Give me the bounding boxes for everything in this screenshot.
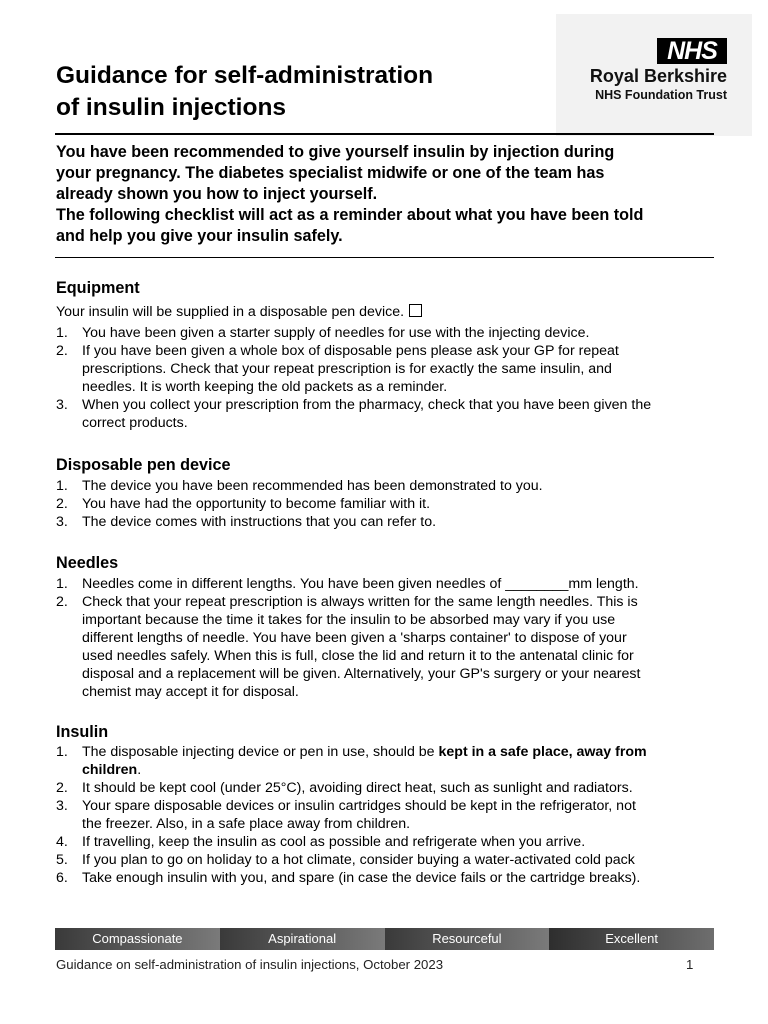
value-compassionate: Compassionate (55, 928, 220, 950)
org-subtitle: NHS Foundation Trust (595, 88, 727, 102)
list-item: 6. Take enough insulin with you, and spare (in case the device fails or the cartridge breaks). (56, 870, 641, 886)
pen-device-heading: Disposable pen device (56, 456, 231, 474)
insulin-heading: Insulin (56, 723, 109, 741)
value-excellent: Excellent (549, 928, 714, 950)
equipment-heading: Equipment (56, 279, 140, 297)
list-item: 1. The disposable injecting device or pen in use, should be kept in a safe place, away from children. (56, 744, 647, 778)
intro-text: You have been recommended to give yourself insulin by injection during your pregnancy. The diabetes specialist midwife or one of the team has already shown you how to inject yourself. The following checklist will act as a reminder about what you have been told and help you give your insulin safely. (56, 143, 644, 245)
nhs-logo: NHS (657, 38, 727, 64)
list-item: 2. It should be kept cool (under 25°C), avoiding direct heat, such as sunlight and radiators. (56, 780, 633, 796)
list-item: 3. When you collect your prescription from the pharmacy, check that you have been given the correct products. (56, 397, 652, 431)
intro-divider (55, 257, 714, 258)
page-number: 1 (686, 957, 694, 972)
insulin-list (56, 743, 720, 887)
page-title: Guidance for self-administration of insulin injections (56, 62, 434, 121)
list-item: 2. You have had the opportunity to become familiar with it. (56, 496, 431, 512)
list-item: 3. The device comes with instructions that you can refer to. (56, 514, 437, 530)
equipment-list (56, 324, 720, 432)
pen-device-checkbox[interactable] (409, 304, 422, 317)
list-item: 1. The device you have been recommended has been demonstrated to you. (56, 478, 543, 494)
list-item: 2. If you have been given a whole box of disposable pens please ask your GP for repeat prescriptions. Check that your repeat prescription is for exactly the same insulin, and needles. It is worth keeping the old packets as a reminder. (56, 343, 619, 395)
org-name: Royal Berkshire (589, 66, 727, 86)
list-item: 3. Your spare disposable devices or insulin cartridges should be kept in the refrigerator, not the freezer. Also, in a safe place away from children. (56, 798, 636, 832)
list-item: 5. If you plan to go on holiday to a hot climate, consider buying a water-activated cold pack (56, 852, 635, 868)
value-resourceful: Resourceful (385, 928, 550, 950)
list-item: 4. If travelling, keep the insulin as cool as possible and refrigerate when you arrive. (56, 834, 586, 850)
footer-text: Guidance on self-administration of insulin injections, October 2023 (56, 957, 444, 972)
needles-heading: Needles (56, 554, 119, 572)
value-aspirational: Aspirational (220, 928, 385, 950)
needles-list (56, 575, 720, 701)
trust-values-bar (55, 928, 714, 950)
list-item: 1. Needles come in different lengths. You have been given needles of ________mm length. (56, 576, 639, 592)
equipment-lead: Your insulin will be supplied in a disposable pen device. (56, 303, 422, 321)
list-item: 2. Check that your repeat prescription is always written for the same length needles. This is important because the time it takes for the insulin to be absorbed may vary if you use different lengths of needle. You have been given a 'sharps container' to dispose of your used needles safely. When this is full, close the lid and return it to the antenatal clinic for disposal and a replacement will be given. Alternatively, your GP's surgery or your nearest chemist may accept it for disposal. (56, 594, 641, 700)
list-item: 1. You have been given a starter supply of needles for use with the injecting device. (56, 325, 590, 341)
pen-device-list (56, 477, 720, 531)
title-divider (55, 133, 714, 135)
